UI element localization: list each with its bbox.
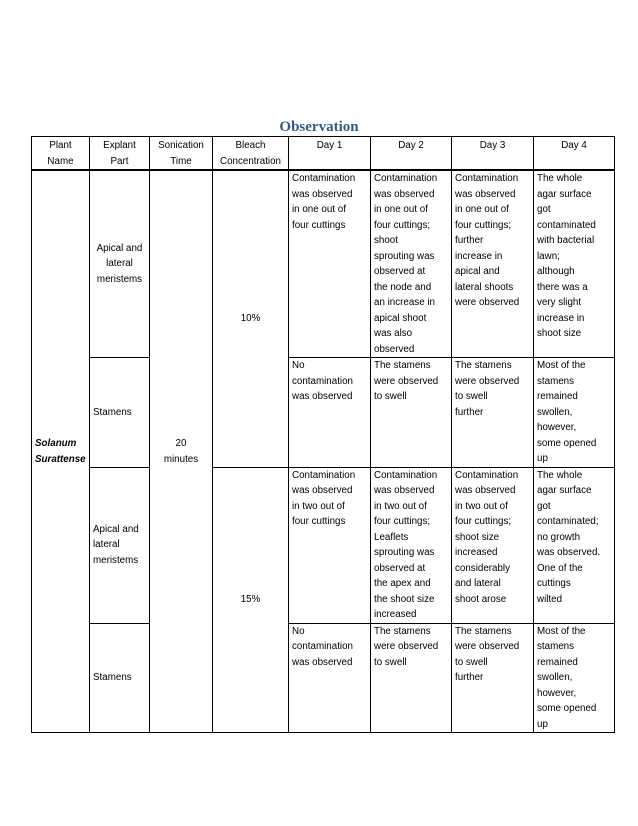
day3-cell (452, 467, 534, 623)
cell-line: four cuttings; (374, 516, 431, 527)
cell-line: agar surface (537, 485, 592, 496)
cell-line: The stamens (455, 360, 512, 371)
cell-line: One of the (537, 562, 583, 574)
table-row (32, 170, 615, 358)
table-row (32, 467, 615, 623)
cell-line: stamens (537, 375, 575, 387)
cell-line: in two out of (374, 500, 427, 512)
cell-line: some opened (537, 703, 597, 714)
cell-line: some opened (537, 437, 597, 449)
day3-cell (452, 358, 534, 468)
cell-line: were observed (374, 375, 439, 387)
cell-line: remained (537, 391, 578, 402)
day2-cell (371, 467, 452, 623)
cell-line: contamination (292, 641, 353, 652)
observation-table (31, 136, 615, 733)
day1-cell (289, 467, 371, 623)
cell-line: Leaflets (374, 531, 409, 543)
day4-cell (534, 467, 615, 623)
cell-line: an increase in (374, 297, 435, 308)
cell-line: observed at (374, 562, 426, 574)
cell-line: increase in (455, 250, 503, 262)
header-bleach-concentration: Bleach Concentration (213, 137, 289, 171)
cell-line: increased (374, 609, 417, 620)
cell-line: and lateral (455, 578, 501, 589)
cell-line: to swell (455, 391, 488, 402)
cell-line: increased (455, 547, 498, 558)
cell-line: observed (374, 343, 415, 355)
cell-line: got (537, 204, 551, 215)
cell-line: Contamination (292, 469, 356, 481)
day2-cell (371, 358, 452, 468)
cell-line: The stamens (374, 360, 431, 371)
cell-line: got (537, 500, 551, 512)
table-row (32, 358, 615, 468)
cell-line: although (537, 266, 575, 277)
cell-line: in one out of (455, 204, 509, 215)
cell-line: No (292, 625, 305, 637)
cell-line: stamens (537, 641, 575, 652)
cell-line: meristems (96, 273, 143, 285)
day2-cell (371, 170, 452, 358)
cell-line: was observed (292, 485, 353, 496)
table-row (32, 623, 615, 733)
cell-line: meristems (93, 554, 139, 566)
day1-cell (289, 623, 371, 733)
cell-line: the shoot size (374, 593, 435, 605)
cell-line: lawn; (537, 250, 560, 262)
cell-line: lateral (93, 539, 120, 551)
cell-line: lateral (106, 258, 133, 270)
cell-line: Contamination (455, 173, 519, 184)
cell-line: swollen, (537, 406, 573, 418)
cell-line: was observed (292, 188, 353, 200)
header-sonication-time: Sonication Time (150, 137, 213, 171)
cell-line: contaminated; (537, 516, 599, 527)
cell-line: further (455, 235, 484, 246)
header-explant-part: Explant Part (90, 137, 150, 171)
cell-line: wilted (537, 593, 563, 605)
bleach-cell: 10% (213, 170, 289, 467)
cell-line: was observed (292, 656, 353, 668)
cell-line: remained (537, 656, 578, 668)
cell-line: four cuttings (292, 516, 346, 527)
cell-line: sprouting was (374, 547, 435, 558)
cell-line: up (537, 453, 548, 464)
cell-line: with bacterial (537, 235, 595, 246)
cell-line: cuttings (537, 578, 571, 589)
cell-line: Contamination (374, 173, 438, 184)
day4-cell (534, 170, 615, 358)
cell-line: increase in (537, 312, 585, 324)
day1-cell (289, 358, 371, 468)
cell-line: to swell (374, 656, 407, 668)
cell-line: observed at (374, 266, 426, 277)
day1-cell (289, 170, 371, 358)
cell-line: in one out of (374, 204, 428, 215)
cell-line: Contamination (374, 469, 438, 481)
cell-line: The whole (537, 469, 583, 481)
cell-line: The stamens (455, 625, 512, 637)
cell-line: four cuttings (292, 219, 346, 231)
cell-line: the node and (374, 281, 432, 293)
cell-line: there was a (537, 281, 588, 293)
cell-line: very slight (537, 297, 582, 308)
cell-line: in two out of (292, 500, 345, 512)
cell-line: shoot size (537, 328, 582, 339)
bleach-cell: 15% (213, 467, 289, 733)
explant-cell (90, 170, 150, 358)
cell-line: further (455, 672, 484, 683)
sonication-time-cell: 20 minutes (150, 170, 213, 733)
cell-line: Most of the (537, 625, 586, 637)
header-day-3: Day 3 (452, 137, 534, 171)
cell-line: Contamination (292, 173, 356, 184)
cell-line: contamination (292, 375, 353, 387)
cell-line: four cuttings; (455, 516, 512, 527)
cell-line: up (537, 718, 548, 730)
cell-line: No (292, 360, 305, 371)
cell-line: The whole (537, 173, 583, 184)
explant-cell (90, 467, 150, 623)
cell-line: apical shoot (374, 312, 427, 324)
explant-cell (90, 358, 150, 468)
cell-line: lateral shoots (455, 281, 514, 293)
cell-line: were observed (455, 641, 520, 652)
day3-cell (452, 170, 534, 358)
cell-line: apical and (455, 266, 500, 277)
header-day-2: Day 2 (371, 137, 452, 171)
cell-line: was observed (455, 188, 516, 200)
cell-line: four cuttings; (455, 219, 512, 231)
cell-line: Most of the (537, 360, 586, 371)
cell-line: was observed (374, 188, 435, 200)
cell-line: shoot size (455, 531, 500, 543)
cell-line: no growth (537, 531, 581, 543)
cell-line: The stamens (374, 625, 431, 637)
cell-line: were observed (455, 297, 520, 308)
cell-line: Stamens (93, 406, 132, 418)
cell-line: was observed. (537, 547, 601, 558)
cell-line: shoot (374, 235, 398, 246)
day4-cell (534, 358, 615, 468)
cell-line: Contamination (455, 469, 519, 481)
cell-line: agar surface (537, 188, 592, 200)
header-day-4: Day 4 (534, 137, 615, 171)
cell-line: sprouting was (374, 250, 435, 262)
cell-line: to swell (374, 391, 407, 402)
cell-line: shoot arose (455, 593, 507, 605)
cell-line: was observed (455, 485, 516, 496)
cell-line: however, (537, 422, 577, 433)
cell-line: Apical and (96, 242, 143, 254)
cell-line: however, (537, 687, 577, 699)
cell-line: were observed (455, 375, 520, 387)
cell-line: was observed (374, 485, 435, 496)
day2-cell (371, 623, 452, 733)
header-row (32, 137, 615, 171)
cell-line: to swell (455, 656, 488, 668)
explant-cell (90, 623, 150, 733)
page-title: Observation (279, 119, 359, 135)
cell-line: Stamens (93, 672, 132, 683)
cell-line: were observed (374, 641, 439, 652)
cell-line: was also (374, 328, 413, 339)
cell-line: in one out of (292, 204, 346, 215)
header-day-1: Day 1 (289, 137, 371, 171)
cell-line: was observed (292, 391, 353, 402)
cell-line: considerably (455, 562, 511, 574)
cell-line: the apex and (374, 578, 431, 589)
day3-cell (452, 623, 534, 733)
cell-line: further (455, 406, 484, 418)
cell-line: contaminated (537, 219, 596, 231)
header-plant-name: Plant Name (32, 137, 90, 171)
day4-cell (534, 623, 615, 733)
cell-line: four cuttings; (374, 219, 431, 231)
cell-line: Apical and (93, 523, 139, 535)
cell-line: in two out of (455, 500, 508, 512)
cell-line: swollen, (537, 672, 573, 683)
plant-name-cell: Solanum Surattense (32, 170, 90, 733)
